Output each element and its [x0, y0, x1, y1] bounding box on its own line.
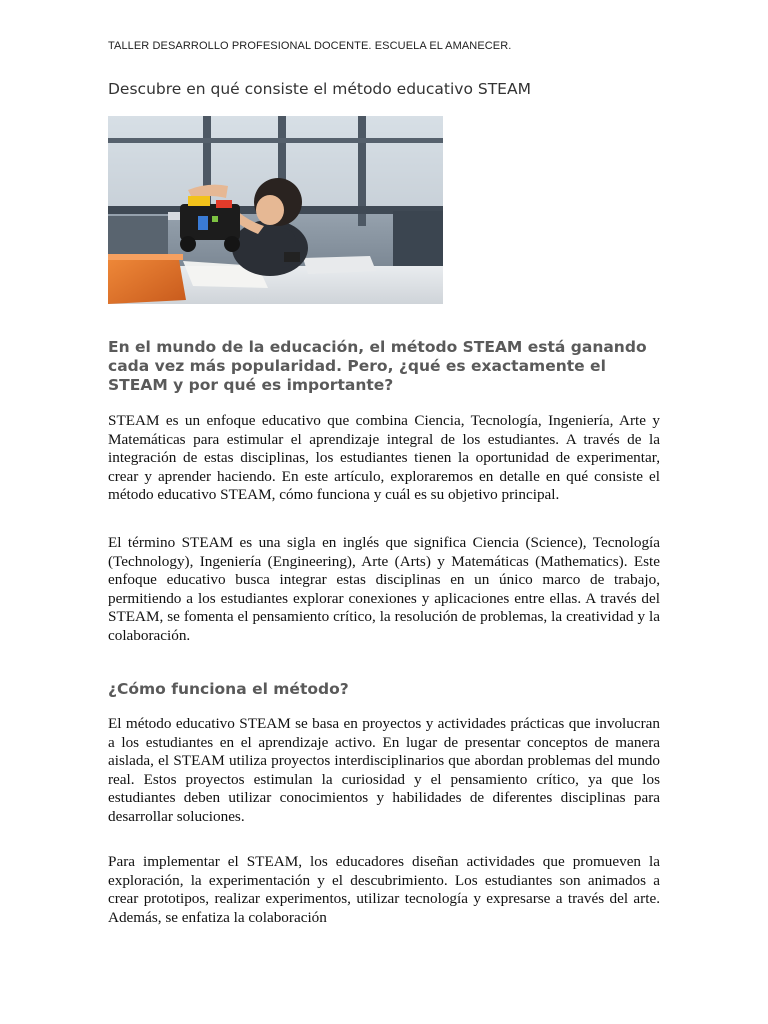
section-paragraph-2: Para implementar el STEAM, los educadores diseñan actividades que promueven la exploración, la experimentación y el descubrimiento. Los estudiantes son animados a crear prototipos, realizar experimentos, utilizar tecnología y expresarse a través del arte. Además, se enfatiza la colaboración [108, 853, 660, 926]
body-paragraph-1: STEAM es un enfoque educativo que combina Ciencia, Tecnología, Ingeniería, Arte y Matemáticas para estimular el aprendizaje integral de los estudiantes. A través de la integración de estas disciplinas, los estudiantes tienen la oportunidad de experimentar, crear y aprender haciendo. En este artículo, exploraremos en detalle en qué consiste el método educativo STEAM, cómo funciona y cuál es su objetivo principal. [108, 412, 660, 504]
section-paragraph-1: El método educativo STEAM se basa en proyectos y actividades prácticas que involucran a los estudiantes en el aprendizaje activo. En lugar de presentar conceptos de manera aislada, el STEAM utiliza proyectos interdisciplinarios que abordan problemas del mundo real. Estos proyectos estimulan la curiosidad y el pensamiento crítico, ya que los estudiantes deben utilizar conocimientos y habilidades de diferentes disciplinas para desarrollar soluciones. [108, 715, 660, 825]
photo-illustration [108, 116, 443, 304]
section-heading: ¿Cómo funciona el método? [108, 680, 349, 698]
body-paragraph-2: El término STEAM es una sigla en inglés que significa Ciencia (Science), Tecnología (Technology), Ingeniería (Engineering), Arte (Arts) y Matemáticas (Mathematics). Este enfoque educativo busca integrar estas disciplinas en un único marco de trabajo, permitiendo a los estudiantes explorar conexiones y aplicaciones entre ellas. A través del STEAM, se fomenta el pensamiento crítico, la resolución de problemas, la creatividad y la colaboración. [108, 534, 660, 644]
intro-heading: En el mundo de la educación, el método STEAM está ganando cada vez más popularidad. Pero, ¿qué es exactamente el STEAM y por qué es importante? [108, 338, 647, 394]
child-robotics-photo [108, 116, 443, 304]
document-title: Descubre en qué consiste el método educativo STEAM [108, 80, 531, 98]
page-header: TALLER DESARROLLO PROFESIONAL DOCENTE. ESCUELA EL AMANECER. [108, 40, 512, 52]
